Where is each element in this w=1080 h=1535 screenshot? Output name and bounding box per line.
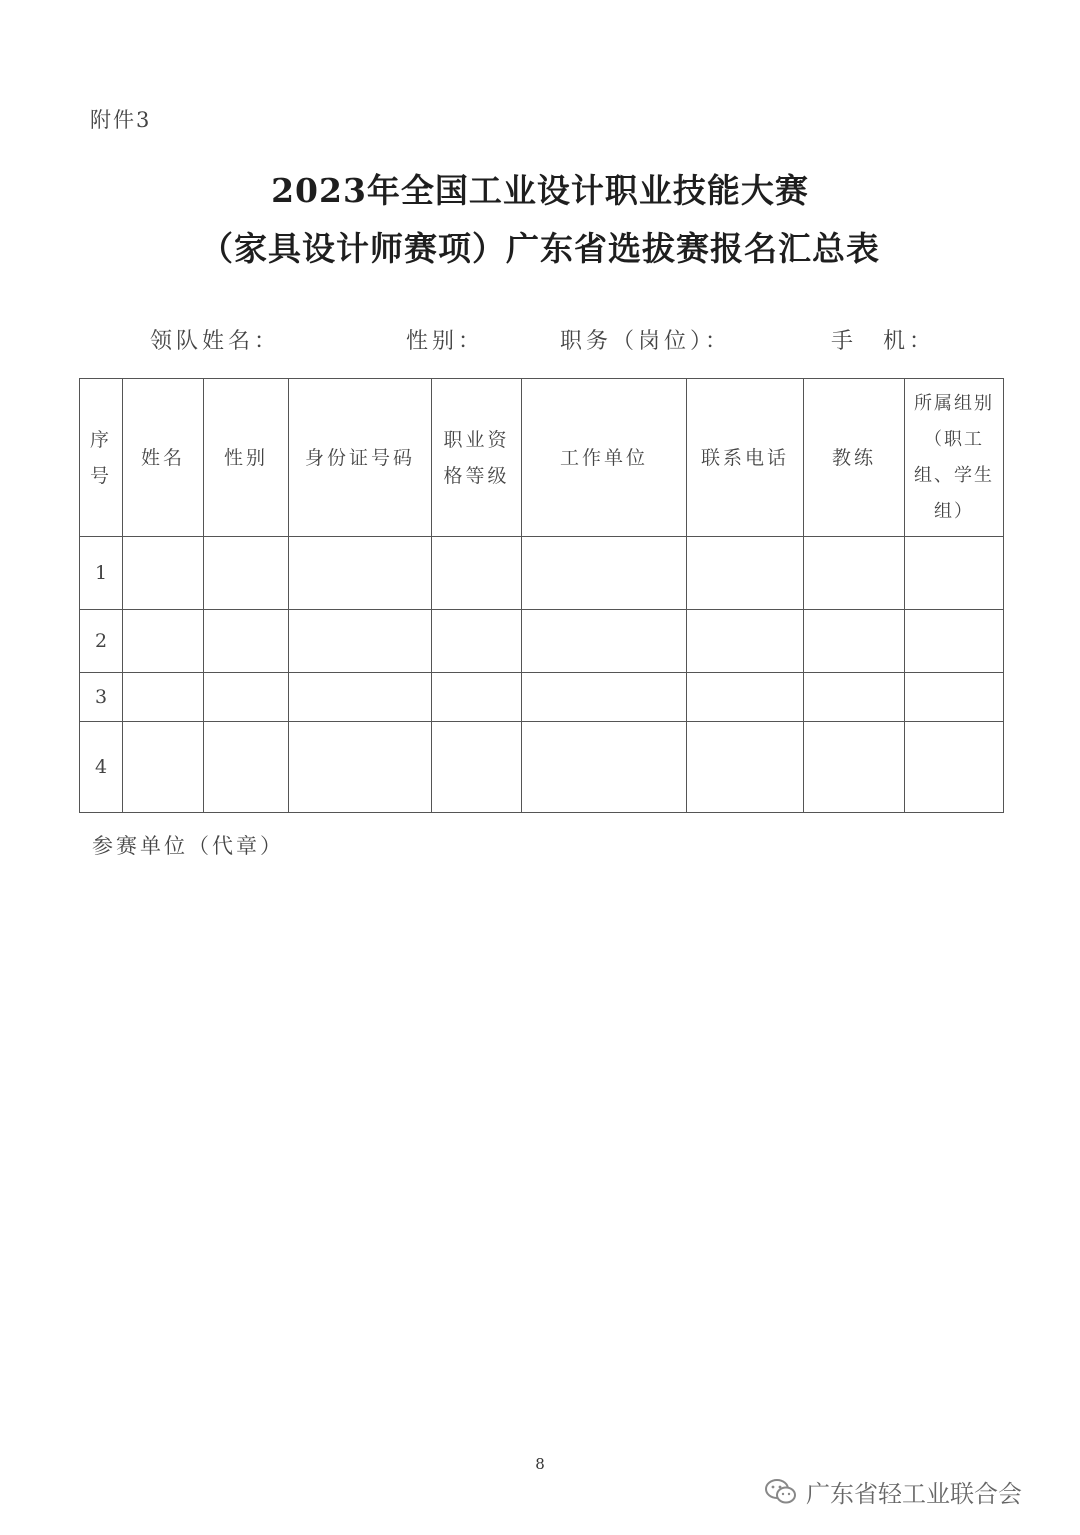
cell-gender[interactable] bbox=[204, 610, 289, 673]
table-header-row bbox=[80, 379, 1004, 537]
cell-name[interactable] bbox=[123, 537, 204, 610]
cell-group[interactable] bbox=[905, 673, 1004, 722]
registration-table bbox=[79, 378, 1004, 813]
header-group-line4: 组） bbox=[934, 500, 974, 522]
cell-coach[interactable] bbox=[804, 722, 905, 813]
header-group bbox=[905, 379, 1004, 537]
header-name: 姓名 bbox=[123, 379, 204, 537]
cell-qualification[interactable] bbox=[432, 722, 522, 813]
cell-contact-phone[interactable] bbox=[687, 537, 804, 610]
header-seq-line2: 号 bbox=[89, 464, 112, 487]
table-row bbox=[80, 610, 1004, 673]
wechat-icon bbox=[764, 1477, 798, 1507]
header-group-line1: 所属组别 bbox=[914, 392, 994, 414]
cell-coach[interactable] bbox=[804, 673, 905, 722]
cell-id-number[interactable] bbox=[289, 610, 432, 673]
cell-employer[interactable] bbox=[522, 673, 687, 722]
header-seq-line1: 序 bbox=[89, 428, 112, 451]
cell-name[interactable] bbox=[123, 610, 204, 673]
cell-group[interactable] bbox=[905, 610, 1004, 673]
cell-coach[interactable] bbox=[804, 610, 905, 673]
cell-qualification[interactable] bbox=[432, 537, 522, 610]
cell-id-number[interactable] bbox=[289, 537, 432, 610]
page-title-line1: 2023年全国工业设计职业技能大赛 bbox=[271, 171, 809, 210]
cell-gender[interactable] bbox=[204, 673, 289, 722]
cell-contact-phone[interactable] bbox=[687, 722, 804, 813]
page-number: 8 bbox=[535, 1455, 545, 1473]
cell-employer[interactable] bbox=[522, 722, 687, 813]
cell-gender[interactable] bbox=[204, 722, 289, 813]
header-group-line2: （职工 bbox=[924, 428, 984, 450]
cell-qualification[interactable] bbox=[432, 673, 522, 722]
cell-qualification[interactable] bbox=[432, 610, 522, 673]
stamp-label: 参赛单位（代章） bbox=[92, 834, 284, 858]
row-seq: 4 bbox=[80, 722, 123, 813]
header-seq bbox=[80, 379, 123, 537]
header-qualification bbox=[432, 379, 522, 537]
cell-name[interactable] bbox=[123, 722, 204, 813]
leader-name-label: 领队姓名： bbox=[150, 329, 281, 354]
attachment-label: 附件3 bbox=[90, 108, 152, 132]
header-qualification-line2: 格等级 bbox=[443, 464, 510, 487]
header-coach: 教练 bbox=[804, 379, 905, 537]
header-id-number: 身份证号码 bbox=[289, 379, 432, 537]
row-seq: 2 bbox=[80, 610, 123, 673]
phone-label: 手 机： bbox=[831, 329, 936, 354]
watermark bbox=[764, 1474, 1022, 1509]
row-seq: 1 bbox=[80, 537, 123, 610]
cell-employer[interactable] bbox=[522, 537, 687, 610]
cell-group[interactable] bbox=[905, 537, 1004, 610]
table-row bbox=[80, 673, 1004, 722]
table-row bbox=[80, 537, 1004, 610]
cell-coach[interactable] bbox=[804, 537, 905, 610]
header-group-line3: 组、学生 bbox=[914, 464, 994, 486]
position-label: 职务（岗位）： bbox=[560, 329, 732, 354]
cell-name[interactable] bbox=[123, 673, 204, 722]
cell-employer[interactable] bbox=[522, 610, 687, 673]
header-qualification-line1: 职业资 bbox=[443, 428, 510, 451]
header-gender: 性别 bbox=[204, 379, 289, 537]
cell-contact-phone[interactable] bbox=[687, 673, 804, 722]
page-title-line2: （家具设计师赛项）广东省选拔赛报名汇总表 bbox=[200, 229, 880, 268]
cell-id-number[interactable] bbox=[289, 673, 432, 722]
cell-contact-phone[interactable] bbox=[687, 610, 804, 673]
header-contact-phone: 联系电话 bbox=[687, 379, 804, 537]
header-employer: 工作单位 bbox=[522, 379, 687, 537]
row-seq: 3 bbox=[80, 673, 123, 722]
cell-gender[interactable] bbox=[204, 537, 289, 610]
watermark-text: 广东省轻工业联合会 bbox=[806, 1480, 1022, 1508]
gender-label: 性别： bbox=[406, 329, 485, 354]
cell-group[interactable] bbox=[905, 722, 1004, 813]
table-row bbox=[80, 722, 1004, 813]
cell-id-number[interactable] bbox=[289, 722, 432, 813]
